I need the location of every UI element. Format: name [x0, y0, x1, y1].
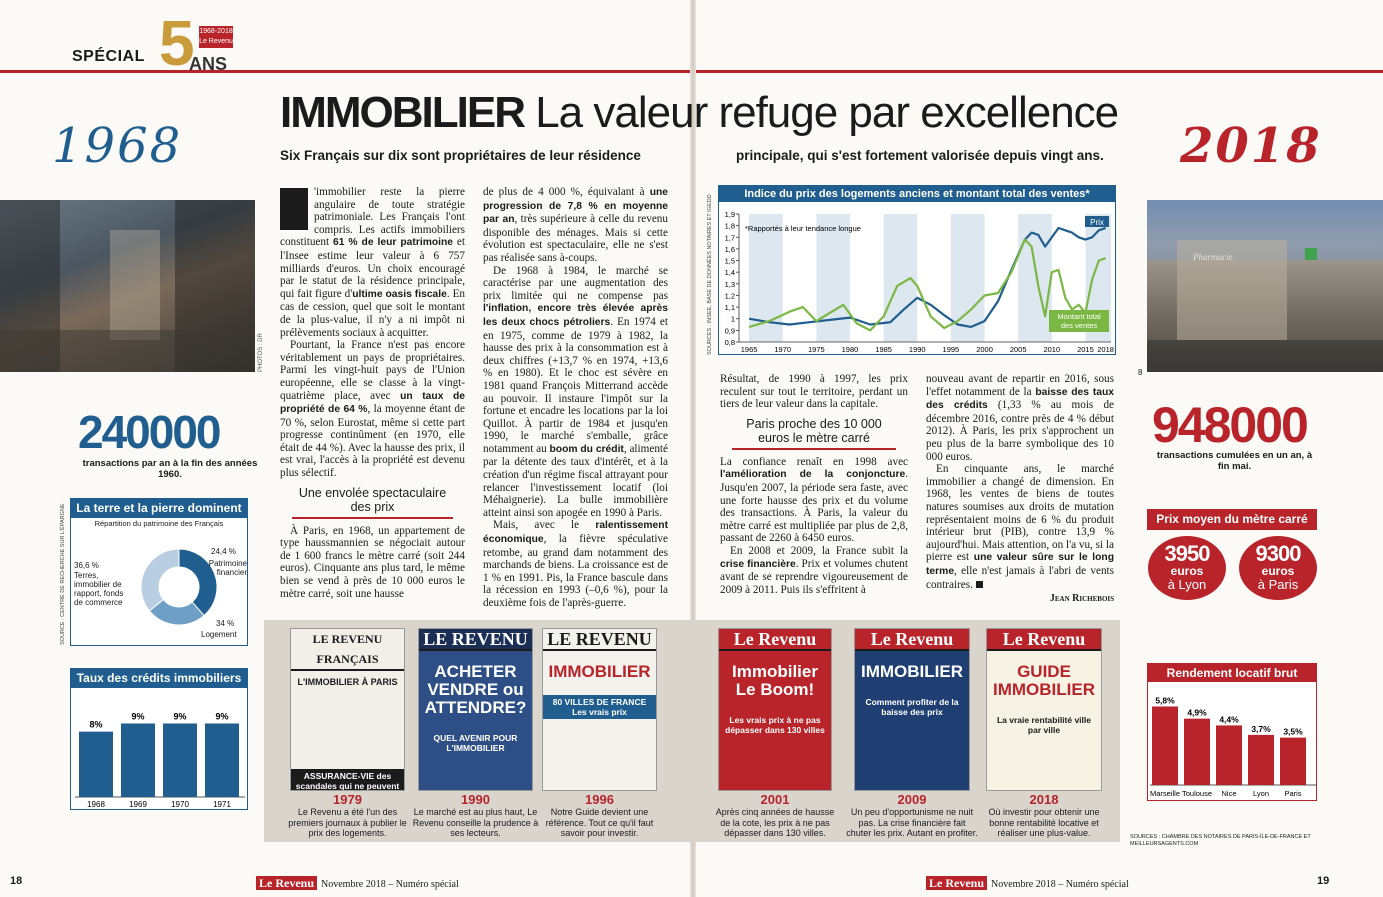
chart-xlabel-7: 2000	[976, 345, 993, 354]
credit-cat-1: 1969	[129, 800, 147, 809]
subhead-paris: Paris proche des 10 000 euros le mètre carré	[732, 417, 896, 450]
credit-cat-0: 1968	[87, 800, 105, 809]
credit-bar-1	[121, 723, 155, 797]
photo-credit: PHOTOS : DR	[258, 333, 264, 372]
patrimoine-donut-box	[70, 498, 248, 646]
year-2018: 2018	[1180, 118, 1322, 174]
rend-bar-1	[1184, 719, 1210, 785]
donut-subtitle: Répartition du patrimoine des Français	[94, 519, 224, 528]
rendement-box	[1147, 663, 1317, 801]
col1-text-0: 'immobilier reste la pierre angulaire de toute stratégie patrimoniale. Les Français l'ont compris. Les actifs immobiliers constituent	[280, 186, 465, 249]
rend-bar-0	[1152, 706, 1178, 785]
chart-ylabel-2: 1,7	[724, 233, 735, 243]
col1-bold-0: 61 % de leur patrimoine	[333, 237, 454, 249]
rend-cat-4: Paris	[1284, 789, 1302, 798]
legend-ventes: Montant total des ventes	[1057, 312, 1101, 330]
credit-bar-2	[163, 723, 197, 797]
donut-label-value-2: 34 %	[216, 619, 235, 628]
price-index-chart	[718, 185, 1116, 355]
cover-masthead-5: Le Revenu	[987, 629, 1101, 651]
cover-masthead-2: LE REVENU	[543, 629, 656, 651]
col2-bold-1: l'inflation, encore très élevée après les deux chocs pétroliers	[483, 303, 668, 328]
article-column-4	[926, 373, 1114, 606]
col2-text-3: . En 1974 et en 1975, comme de 1979 à 1982, la hausse des prix à la consommation est à deux chiffres (+13,7 % en 1974, +13,6 % en 1980). Et le choc est sévère en 1981 quand François Mitterrand accède au pouvoir. Il instaure l'impôt sur la fortune et encadre les locations par la loi Quillot. À partir de 1984 et jusqu'en 1990, le marché s'emballe, grâce notamment au	[483, 315, 668, 455]
page-title	[280, 88, 1118, 138]
cover-sub-0: ASSURANCE-VIE des scandales qui ne peuvent	[291, 769, 404, 791]
cover-1979	[290, 628, 405, 791]
article-column-2	[483, 186, 668, 610]
taux-credit-box	[70, 668, 248, 810]
chart-title: Indice du prix des logements anciens et montant total des ventes*	[719, 186, 1115, 202]
cover-masthead-3: Le Revenu	[719, 629, 831, 651]
author: Jean Richebois	[1049, 593, 1114, 605]
logo-five: 5	[159, 7, 195, 79]
rendement-title: Rendement locatif brut	[1148, 664, 1316, 682]
donut-label-1: Patrimoine financier	[208, 559, 247, 577]
chart-xlabel-1: 1970	[774, 345, 792, 354]
cover-year-1996: 1996	[585, 792, 614, 807]
cover-2018	[986, 628, 1102, 791]
legend-prix: Prix	[1090, 218, 1104, 227]
credit-value-3: 9%	[215, 711, 229, 722]
col4-bold-1: une valeur sûre sur le long terme	[926, 552, 1114, 577]
col3-text-1: La confiance renaît en 1998 avec	[720, 455, 908, 468]
footer-brand-left: Le Revenu	[256, 876, 317, 890]
photo-paris-1968	[0, 200, 255, 372]
col4-text-3: , elle n'est jamais à l'abri de vents contraires.	[926, 564, 1114, 591]
chart-ylabel-9: 1	[730, 314, 735, 324]
prix-lyon-number: 3950	[1164, 541, 1210, 566]
chart-xlabel-6: 1995	[942, 345, 960, 354]
prix-lyon-circle	[1148, 536, 1226, 600]
rend-value-3: 3,7%	[1251, 723, 1271, 734]
col4-text-2: En cinquante ans, le marché immobilier a changé de dimension. En 1968, les ventes de biens de toutes natures soumises aux droits de mutation représentaient moins de 6 % du produit intérieur brut (PIB), contre 13,9 % aujourd'hui. Mais attention, on l'a vu, si la pierre est	[926, 463, 1114, 564]
stat-number-2018: 948000	[1152, 397, 1307, 453]
prix-paris-circle	[1239, 536, 1317, 600]
donut-label-2: Logement	[201, 630, 237, 639]
credit-value-0: 8%	[89, 719, 103, 730]
footer-left	[256, 874, 459, 892]
chart-annotation: *Rapportés à leur tendance longue	[745, 224, 861, 233]
col1-text-5: À Paris, en 1968, un appartement de type haussmannien se négociait autour de 1 600 francs le mètre carré (soit 244 euros). Cinquante ans plus tard, le même bien se vend à près de 10 000 euros le mètre carré, soit une hausse	[280, 524, 465, 600]
chart-band-1	[816, 214, 850, 342]
credit-value-2: 9%	[173, 711, 187, 722]
cover-caption-1996: Notre Guide devient une référence. Tout ce qu'il faut savoir pour investir.	[545, 807, 654, 838]
end-mark-icon	[976, 581, 983, 588]
credit-bar-chart	[71, 699, 249, 811]
logo-brand: Le Revenu	[199, 38, 233, 45]
chart-xlabel-0: 1965	[740, 345, 758, 354]
col3-bold-1: crise financière	[720, 558, 796, 570]
col3-bold-0: l'amélioration de la conjoncture	[720, 469, 906, 481]
col4-text-1: (1,33 % au mois de décembre 2016, contre près de 4 % début 2012). À Paris, les prix s'approchent un peu plus de la barre symbolique des 10 000 euros.	[926, 399, 1115, 463]
rend-value-1: 4,9%	[1187, 707, 1207, 718]
cover-headline-3: Immobilier Le Boom!	[732, 662, 818, 699]
credit-value-1: 9%	[131, 711, 145, 722]
col1-bold-2: un taux de propriété de 64 %	[280, 390, 465, 416]
credit-title: Taux des crédits immobiliers	[71, 669, 247, 688]
photo-paris-2018	[1147, 200, 1383, 372]
prix-paris-city: à Paris	[1257, 577, 1299, 592]
cover-caption-2001: Après cinq années de hausse de la cote, les prix à ne pas dépasser dans 130 villes.	[715, 807, 835, 838]
chart-xlabel-2: 1975	[808, 345, 825, 354]
prix-moyen-title: Prix moyen du mètre carré	[1147, 509, 1317, 530]
cover-year-2018: 2018	[1029, 792, 1059, 807]
col3-text-4: . Prix et volumes chutent avant de se reprendre vigoureusement de 2009 à 2011. Puis ils s'effritent à	[720, 557, 908, 596]
cover-caption-1990: Le marché est au plus haut, Le Revenu conseille la prudence à ses lecteurs.	[412, 807, 539, 838]
col2-text-5: Mais, avec le	[493, 519, 596, 532]
col1-text-3: Pourtant, la France n'est pas encore véritablement un pays de propriétaires. Parmi les vingt-huit pays de l'Union européenne, elle se classe à la vingt-quatrième place, avec	[280, 339, 465, 402]
col2-bold-2: boom du crédit	[549, 443, 624, 455]
col3-text-2: . Jusqu'en 2007, la période sera faste, avec une forte hausse des prix et du volume des transactions. À Paris, la valeur du mètre carré est multipliée par plus de 2,8, passant de 2260 à 6450 euros.	[720, 468, 908, 545]
rend-bar-4	[1280, 738, 1306, 785]
cover-headline-1: ACHETER VENDRE ou ATTENDRE?	[424, 662, 527, 717]
dropcap-l	[280, 188, 308, 230]
logo-ans: ANS	[189, 54, 228, 74]
donut-label-value-0: 36,6 %	[74, 561, 99, 570]
col3-text-3: En 2008 et 2009, la France subit la	[730, 544, 908, 557]
chart-ylabel-10: 0,9	[724, 326, 735, 336]
rend-cat-3: Lyon	[1253, 789, 1269, 798]
cover-sub-5: La vraie rentabilité ville par ville	[996, 715, 1091, 735]
chart-xlabel-11: 2018	[1097, 345, 1114, 354]
chart-source: SOURCES : INSEE, BASE DE DONNÉES NOTAIRES ET IGEDD	[707, 194, 713, 355]
rend-cat-0: Marseille	[1149, 789, 1181, 798]
cover-sub-1: QUEL AVENIR POUR L'IMMOBILIER	[433, 733, 518, 753]
cover-caption-1979: Le Revenu a été l'un des premiers journaux à publier le prix des logements.	[288, 807, 407, 838]
prix-paris-number: 9300	[1255, 541, 1301, 566]
credit-bar-0	[79, 732, 113, 797]
credit-cat-3: 1971	[213, 800, 231, 809]
title-bold: IMMOBILIER	[280, 88, 524, 137]
chart-xlabel-9: 2010	[1043, 345, 1061, 354]
cover-headline-4: IMMOBILIER	[861, 662, 963, 681]
col2-bold-3: ralentissement économique	[483, 520, 668, 546]
cover-year-2009: 2009	[897, 792, 927, 807]
rend-value-0: 5,8%	[1155, 695, 1175, 706]
article-column-1	[280, 186, 465, 600]
pharmacy-cross-icon	[1305, 248, 1317, 260]
col2-text-1: , très supérieure à celle du revenu disponible des ménages. Mais si cette évolution est spectaculaire, elle ne s'est pas réalisée sans à-coups.	[483, 213, 668, 264]
col2-bold-0: une progression de 7,8 % en moyenne par an	[483, 187, 668, 226]
cover-2009	[854, 628, 970, 791]
chart-ylabel-4: 1,5	[724, 256, 735, 266]
cover-1990	[418, 628, 533, 791]
special-label: SPÉCIAL	[72, 48, 145, 65]
footer-issue-right: Novembre 2018 – Numéro spécial	[991, 879, 1129, 890]
source-right: SOURCES : CHAMBRE DES NOTAIRES DE PARIS-ÎLE-DE-FRANCE ET MEILLEURSAGENTS.COM	[1130, 834, 1311, 847]
cover-year-2001: 2001	[760, 792, 790, 807]
cover-1996	[542, 628, 657, 791]
cover-caption-2018: Où investir pour obtenir une bonne rentabilité locative et réaliser une plus-value.	[988, 807, 1100, 838]
header-rule-right	[696, 70, 1383, 73]
col1-bold-1: ultime oasis fiscale	[352, 288, 447, 300]
rend-cat-2: Nice	[1221, 789, 1237, 798]
stat-caption-1968: transactions par an à la fin des années 1960.	[82, 458, 258, 480]
prix-paris-unit: euros	[1261, 564, 1295, 578]
chart-ylabel-0: 1,9	[724, 210, 735, 219]
rend-cat-1: Toulouse	[1181, 789, 1213, 798]
deck-right: principale, qui s'est fortement valorisée depuis vingt ans.	[736, 148, 1104, 163]
pharmacy-sign: Pharmacie	[1193, 252, 1233, 262]
footer-right	[926, 874, 1129, 892]
chart-ylabel-6: 1,3	[724, 279, 735, 289]
chart-xlabel-8: 2005	[1009, 345, 1027, 354]
donut-label-value-1: 24,4 %	[211, 547, 236, 556]
chart-ylabel-1: 1,8	[724, 221, 735, 231]
footer-issue-left: Novembre 2018 – Numéro spécial	[321, 879, 459, 890]
logo-years: 1968-2018	[199, 28, 233, 35]
donut-label-0: Terres, immobilier de rapport, fonds de commerce	[74, 571, 124, 607]
col2-text-6: , la fièvre spéculative retombe, au grand dam notamment des marchands de biens. La croissance est de 1 % en 1991. Pis, la France bascule dans la récession en 1993 (–0,6 %), pour la deuxième fois de l'après-guerre.	[483, 533, 668, 609]
photo-number: 8	[1138, 368, 1143, 377]
col2-text-2: De 1968 à 1984, le marché se caractérise par une augmentation des prix limitée qui ne compense pas	[483, 264, 668, 302]
cover-headline-0: L'IMMOBILIER À PARIS	[297, 677, 398, 687]
col2-text-4: , alimenté par la détente des taux d'intérêt, et à la création d'un régime fiscal attrayant pour relancer l'investissement locatif (loi Méhaignerie). La bulle immobilière atteint ainsi son apogée en 1990 à Paris.	[483, 442, 668, 519]
logo-badge	[199, 26, 233, 48]
cover-headline-5: GUIDE IMMOBILIER	[993, 662, 1095, 699]
cover-masthead-1: LE REVENU	[419, 629, 532, 651]
chart-ylabel-5: 1,4	[724, 268, 735, 278]
rend-bar-2	[1216, 725, 1242, 785]
cover-sub-3: Les vrais prix à ne pas dépasser dans 130 villes	[725, 715, 825, 735]
cover-masthead-4: Le Revenu	[855, 629, 969, 651]
col4-bold-0: baisse des taux des crédits	[926, 386, 1114, 412]
donut-slice-2	[141, 549, 179, 611]
col4-text-0: nouveau avant de repartir en 2016, sous l'effet notamment de la	[926, 373, 1114, 398]
header-rule-left	[0, 70, 690, 73]
year-1968: 1968	[52, 118, 183, 174]
cover-sub-2: 80 VILLES DE FRANCE Les vrais prix	[543, 695, 656, 719]
cover-caption-2009: Un peu d'opportunisme ne nuit pas. La crise financière fait chuter les prix. Autant en profiter.	[846, 807, 978, 838]
donut-source: SOURCE : CENTRE DE RECHERCHE SUR L'ÉPARGNE	[60, 503, 66, 645]
title-light: La valeur refuge par excellence	[523, 88, 1119, 137]
chart-xlabel-3: 1980	[841, 345, 859, 354]
cover-year-1990: 1990	[461, 792, 490, 807]
subhead-envolee: Une envolée spectaculaire des prix	[292, 486, 453, 519]
credit-cat-2: 1970	[171, 800, 189, 809]
chart-xlabel-10: 2015	[1077, 345, 1094, 354]
prix-lyon-city: à Lyon	[1167, 577, 1207, 592]
chart-ylabel-3: 1,6	[724, 244, 735, 254]
prix-lyon-unit: euros	[1170, 564, 1204, 578]
rend-value-2: 4,4%	[1219, 714, 1239, 725]
col2-text-0: de plus de 4 000 %, équivalant à	[483, 186, 650, 198]
page-number-left: 18	[10, 875, 23, 887]
cover-2001	[718, 628, 832, 791]
article-column-3	[720, 373, 908, 596]
col1-text-1: et l'Insee estime leur valeur à 6 757 milliards d'euros. Un choix encouragé par le statut de la résidence principale, qui fait figure d'	[280, 236, 466, 300]
deck-left: Six Français sur dix sont propriétaires de leur résidence	[280, 148, 641, 163]
stat-caption-2018: transactions cumulées en un an, à fin mai.	[1156, 450, 1313, 472]
footer-brand-right: Le Revenu	[926, 876, 987, 890]
fifty-years-logo	[155, 7, 237, 80]
stat-number-1968: 240000	[78, 406, 220, 458]
rendement-bar-chart	[1148, 683, 1318, 801]
chart-ylabel-7: 1,2	[724, 291, 735, 301]
page-number-right: 19	[1317, 875, 1330, 887]
chart-xlabel-4: 1985	[875, 345, 892, 354]
rend-value-4: 3,5%	[1283, 726, 1303, 737]
credit-bar-3	[205, 723, 239, 797]
cover-year-1979: 1979	[333, 792, 362, 807]
chart-ylabel-11: 0,8	[724, 338, 735, 347]
cover-masthead-0: LE REVENU FRANÇAIS	[291, 629, 404, 671]
donut-title: La terre et la pierre dominent	[71, 499, 247, 518]
chart-ylabel-8: 1,1	[724, 303, 735, 313]
cover-headline-2: IMMOBILIER	[548, 662, 651, 681]
col1-text-2: . En cas de cession, quel que soit le montant de la plus-value, il n'y a ni impôt ni prélèvements sociaux à acquitter.	[280, 287, 465, 339]
rend-bar-3	[1248, 735, 1274, 785]
cover-sub-4: Comment profiter de la baisse des prix	[865, 697, 959, 717]
col3-text-0: Résultat, de 1990 à 1997, les prix reculent sur tout le territoire, perdant un tiers de leur valeur dans la capitale.	[720, 373, 908, 411]
chart-xlabel-5: 1990	[908, 345, 926, 354]
line-chart	[719, 202, 1115, 354]
col1-text-4: , la moyenne étant de 70 %, selon Eurostat, même si cette part progresse continûment (en 1970, elle était de 44 %). Avec la hausse des prix, il est vrai, l'accès à la propriété est devenu plus sélectif.	[280, 403, 465, 480]
